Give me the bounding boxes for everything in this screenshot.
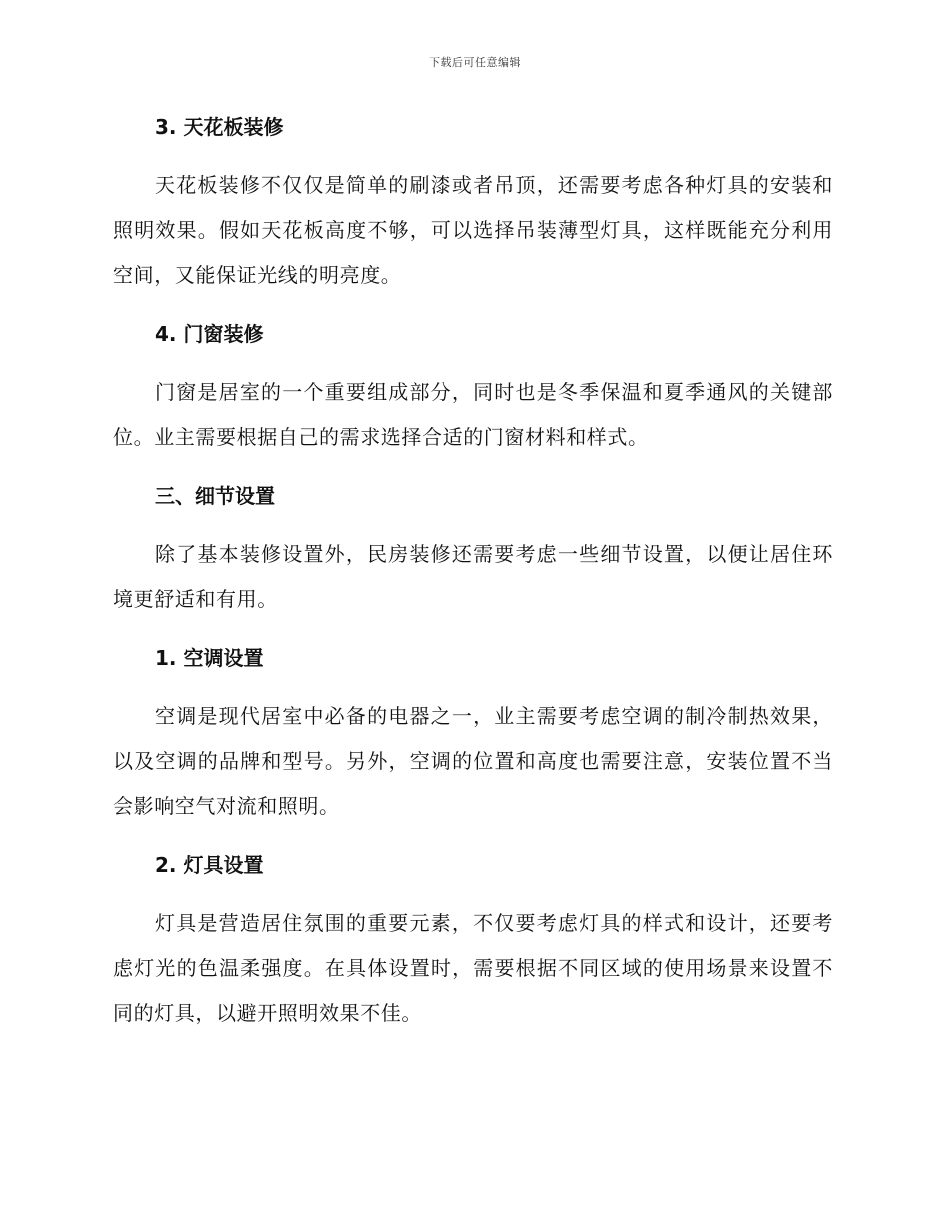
- paragraph-details: 除了基本装修设置外，民房装修还需要考虑一些细节设置，以便让居住环境更舒适和有用。: [113, 542, 833, 611]
- paragraph-lighting: 灯具是营造居住氛围的重要元素，不仅要考虑灯具的样式和设计，还要考虑灯光的色温柔强度。在具体设置时，需要根据不同区域的使用场景来设置不同的灯具，以避开照明效果不佳。: [113, 911, 833, 1025]
- section-heading-details: 三、细节设置: [155, 484, 275, 508]
- paragraph-doors-windows: 门窗是居室的一个重要组成部分，同时也是冬季保温和夏季通风的关键部位。业主需要根据自己的需求选择合适的门窗材料和样式。: [113, 380, 833, 449]
- section-heading-ceiling: 3. 天花板装修: [155, 115, 284, 139]
- section-heading-doors-windows: 4. 门窗装修: [155, 322, 264, 346]
- section-heading-air-conditioning: 1. 空调设置: [155, 646, 264, 670]
- paragraph-air-conditioning: 空调是现代居室中必备的电器之一，业主需要考虑空调的制冷制热效果，以及空调的品牌和型号。另外，空调的位置和高度也需要注意，安装位置不当会影响空气对流和照明。: [113, 704, 833, 818]
- document-body: [113, 105, 833, 1050]
- header-note: 下载后可任意编辑: [429, 56, 521, 69]
- paragraph-ceiling: 天花板装修不仅仅是简单的刷漆或者吊顶，还需要考虑各种灯具的安装和照明效果。假如天花板高度不够，可以选择吊装薄型灯具，这样既能充分利用空间，又能保证光线的明亮度。: [113, 173, 833, 287]
- section-heading-lighting: 2. 灯具设置: [155, 853, 264, 877]
